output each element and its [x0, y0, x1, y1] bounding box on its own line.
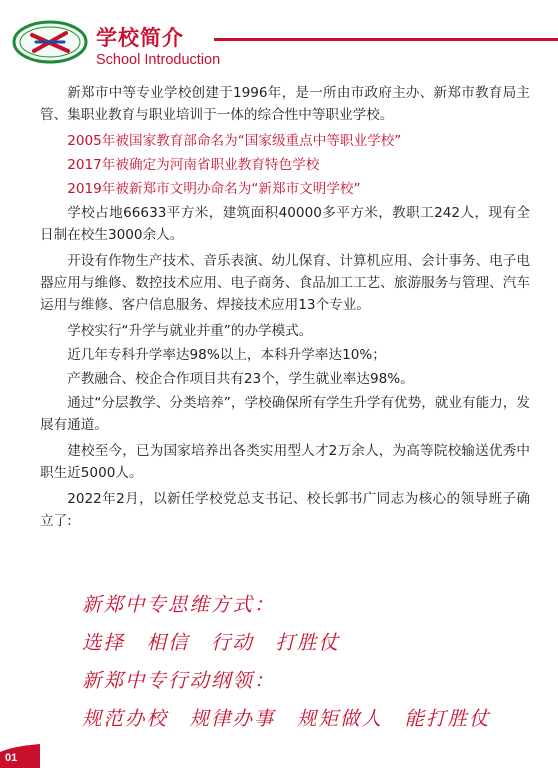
honor-2005: 2005年被国家教育部命名为“国家级重点中等职业学校”	[67, 133, 402, 149]
paragraph-achievements: 建校至今，已为国家培养出各类实用型人才2万余人，为高等院校输送优秀中职生近5000人。	[40, 443, 530, 481]
page-title: 学校简介	[96, 26, 184, 50]
paragraph-teaching: 通过“分层教学、分类培养”，学校确保所有学生升学有优势，就业有能力，发展有通道。	[40, 395, 530, 433]
slogan-action-title: 新郑中专行动纲领：	[82, 669, 276, 692]
slogan-thinking-title: 新郑中专思维方式：	[82, 593, 276, 616]
honor-2019: 2019年被新郑市文明办命名为“新郑市文明学校”	[67, 181, 361, 197]
paragraph-overview: 新郑市中等专业学校创建于1996年，是一所由市政府主办、新郑市教育局主管、集职业教育与职业培训于一体的综合性中等职业学校。	[40, 85, 530, 123]
slogan-thinking: 选择 相信 行动 打胜仗	[82, 631, 341, 654]
page-subtitle: School Introduction	[96, 52, 221, 68]
paragraph-campus: 学校占地66633平方米，建筑面积40000多平方米，教职工242人，现有全日制在校生3000余人。	[40, 205, 530, 243]
school-emblem-icon	[12, 20, 88, 64]
title-divider	[214, 38, 558, 41]
intro-body	[40, 82, 530, 536]
paragraph-mode: 学校实行“升学与就业并重”的办学模式。	[67, 323, 313, 339]
slogan-action: 规范办校 规律办事 规矩做人 能打胜仗	[82, 707, 491, 730]
slogans	[82, 586, 542, 738]
page-number: 01	[5, 752, 18, 764]
paragraph-rates: 近几年专科升学率达98%以上，本科升学率达10%；	[67, 347, 386, 363]
honor-2017: 2017年被确定为河南省职业教育特色学校	[67, 157, 320, 173]
paragraph-majors: 开设有作物生产技术、音乐表演、幼儿保育、计算机应用、会计事务、电子电器应用与维修、数控技术应用、电子商务、食品加工工艺、旅游服务与管理、汽车运用与维修、客户信息服务、焊接技术应用13个专业。	[40, 253, 530, 313]
page-header	[0, 0, 558, 80]
paragraph-cooperation: 产教融合、校企合作项目共有23个，学生就业率达98%。	[67, 371, 414, 387]
paragraph-leadership: 2022年2月，以新任学校党总支书记、校长郭书广同志为核心的领导班子确立了:	[40, 491, 530, 529]
